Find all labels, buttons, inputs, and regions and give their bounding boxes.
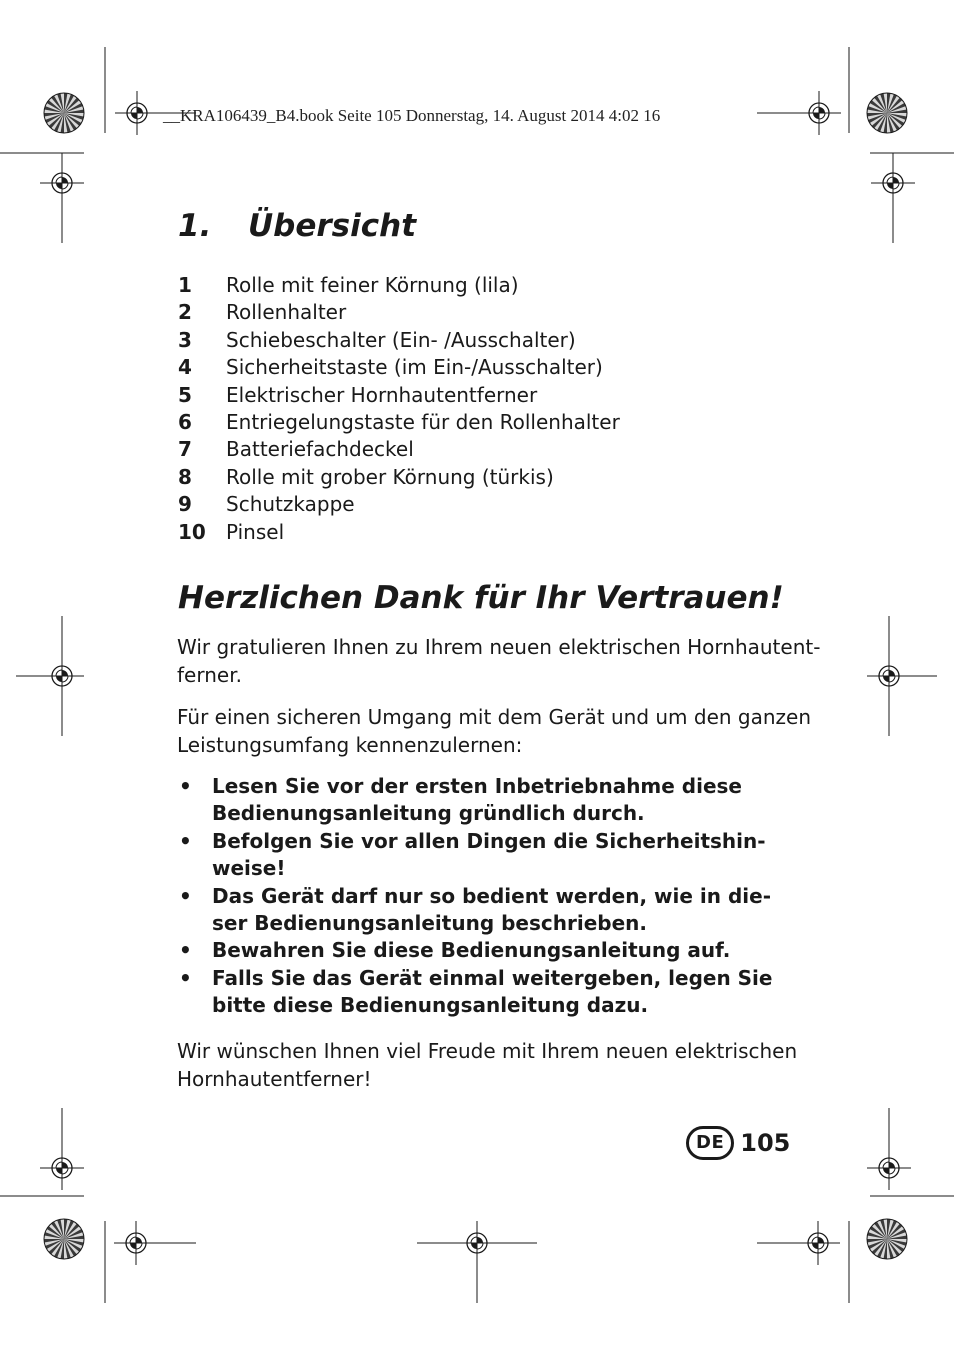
item-number: 2 xyxy=(178,300,192,325)
paragraph-line: ferner. xyxy=(177,662,242,687)
bullet-line: Befolgen Sie vor allen Dingen die Sicherheitshin- xyxy=(212,828,766,853)
item-number: 8 xyxy=(178,464,192,489)
bullet-icon: • xyxy=(179,883,192,908)
item-number: 5 xyxy=(178,382,192,407)
item-number: 1 xyxy=(178,273,192,297)
item-text: Schutzkappe xyxy=(226,492,355,517)
item-text: Sicherheitstaste (im Ein-/Ausschalter) xyxy=(226,355,603,380)
bullet-item xyxy=(177,883,807,938)
list-item xyxy=(178,272,798,299)
list-item xyxy=(178,436,798,463)
bullet-icon: • xyxy=(179,828,192,853)
closing-paragraph xyxy=(177,1038,802,1093)
item-number: 9 xyxy=(178,492,192,517)
instruction-bullets xyxy=(177,773,807,1020)
list-item xyxy=(178,382,798,409)
list-item xyxy=(178,354,798,381)
item-text: Batteriefachdeckel xyxy=(226,437,414,462)
item-number: 4 xyxy=(178,355,192,380)
item-text: Pinsel xyxy=(226,519,285,544)
section-number: 1. xyxy=(178,208,212,244)
print-file-info: __KRA106439_B4.book Seite 105 Donnerstag, 14. August 2014 4:02 16 xyxy=(163,106,661,125)
starburst-mark-icon xyxy=(867,1219,907,1259)
item-text: Rolle mit feiner Körnung (lila) xyxy=(226,273,519,297)
page-footer xyxy=(686,1126,790,1160)
starburst-mark-icon xyxy=(44,93,84,133)
paragraph-line: Wir wünschen Ihnen viel Freude mit Ihrem neuen elektrischen xyxy=(177,1039,798,1063)
bullet-icon: • xyxy=(179,965,192,990)
parts-list xyxy=(178,272,798,546)
item-number: 3 xyxy=(178,327,192,352)
language-badge: DE xyxy=(686,1126,734,1160)
item-text: Rollenhalter xyxy=(226,300,347,325)
item-number: 6 xyxy=(178,409,192,434)
list-item xyxy=(178,519,798,546)
item-number: 7 xyxy=(178,437,192,462)
section-heading-thanks: Herzlichen Dank für Ihr Vertrauen! xyxy=(178,580,784,616)
item-text: Schiebeschalter (Ein- /Ausschalter) xyxy=(226,327,576,352)
bullet-line: Das Gerät darf nur so bedient werden, wie in die- xyxy=(212,883,771,908)
bullet-icon: • xyxy=(179,774,192,798)
bullet-item xyxy=(177,937,807,964)
bullet-line: bitte diese Bedienungsanleitung dazu. xyxy=(212,993,649,1018)
paragraph-line: Hornhautentferner! xyxy=(177,1066,372,1091)
bullet-item xyxy=(177,965,807,1020)
item-text: Entriegelungstaste für den Rollenhalter xyxy=(226,409,620,434)
bullet-item xyxy=(177,773,807,828)
item-text: Elektrischer Hornhautentferner xyxy=(226,382,538,407)
page-number: 105 xyxy=(740,1129,791,1157)
bullet-line: Bedienungsanleitung gründlich durch. xyxy=(212,801,645,826)
bullet-item xyxy=(177,828,807,883)
paragraph-line: Leistungsumfang kennenzulernen: xyxy=(177,732,523,757)
list-item xyxy=(178,464,798,491)
bullet-line: ser Bedienungsanleitung beschrieben. xyxy=(212,911,647,936)
item-number: 10 xyxy=(178,519,206,544)
item-text: Rolle mit grober Körnung (türkis) xyxy=(226,464,554,489)
starburst-mark-icon xyxy=(44,1219,84,1259)
section-title: Übersicht xyxy=(248,208,417,244)
bullet-line: Bewahren Sie diese Bedienungsanleitung auf. xyxy=(212,938,731,963)
bullet-line: weise! xyxy=(212,856,286,881)
bullet-line: Lesen Sie vor der ersten Inbetriebnahme diese xyxy=(212,774,742,798)
list-item xyxy=(178,409,798,436)
list-item xyxy=(178,491,798,518)
bullet-icon: • xyxy=(179,938,192,963)
paragraph-line: Wir gratulieren Ihnen zu Ihrem neuen elektrischen Hornhautent- xyxy=(177,635,821,659)
section-heading-overview xyxy=(178,208,416,244)
bullet-line: Falls Sie das Gerät einmal weitergeben, legen Sie xyxy=(212,965,773,990)
intro-paragraph xyxy=(177,634,821,689)
paragraph-line: Für einen sicheren Umgang mit dem Gerät und um den ganzen xyxy=(177,705,812,729)
list-item xyxy=(178,327,798,354)
purpose-paragraph xyxy=(177,704,812,759)
starburst-mark-icon xyxy=(867,93,907,133)
list-item xyxy=(178,299,798,326)
